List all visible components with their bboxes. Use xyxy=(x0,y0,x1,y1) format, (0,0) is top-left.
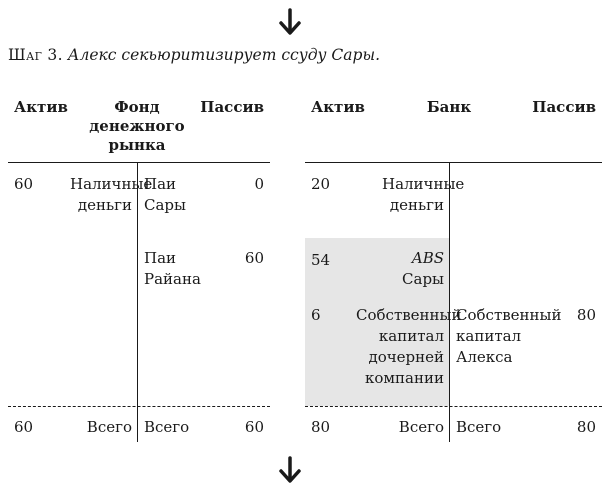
left-col-liabilities: Пассив xyxy=(200,98,264,116)
right-asset-label: Собственный капитал дочерней компании xyxy=(356,306,462,387)
right-total-liability-value: 80 xyxy=(576,418,596,436)
step-caption xyxy=(8,46,380,64)
left-asset-value: 60 xyxy=(14,175,34,193)
left-total-rule xyxy=(8,406,270,407)
left-liability-value: 0 xyxy=(254,175,264,193)
left-liability-value: 60 xyxy=(244,249,264,267)
right-total-liability-label: Всего xyxy=(456,418,502,436)
left-col-assets: Актив xyxy=(14,98,68,116)
step-text: Алекс секьюритизирует ссуду Сары. xyxy=(67,46,381,64)
right-total-asset-value: 80 xyxy=(311,418,331,436)
left-center-divider xyxy=(137,162,138,442)
left-table-title: Фонд денежного рынка xyxy=(89,98,185,154)
right-liability-label: Собственный капитал Алекса xyxy=(456,306,562,366)
left-asset-label: Наличные деньги xyxy=(70,175,153,214)
left-total-liability-value: 60 xyxy=(244,418,264,436)
right-liability-value: 80 xyxy=(576,306,596,324)
left-total-liability-label: Всего xyxy=(144,418,190,436)
left-total-asset-value: 60 xyxy=(14,418,34,436)
left-total-asset-label: Всего xyxy=(86,418,132,436)
left-header-rule xyxy=(8,162,270,163)
right-asset-label-em: ABS xyxy=(411,249,444,267)
left-liability-label: Паи Сары xyxy=(144,175,186,214)
right-col-liabilities: Пассив xyxy=(532,98,596,116)
arrow-down-icon xyxy=(278,8,302,36)
step-label: Шаг 3. xyxy=(8,46,63,64)
right-table-title: Банк xyxy=(426,98,472,116)
right-total-asset-label: Всего xyxy=(398,418,444,436)
right-total-rule xyxy=(305,406,602,407)
right-col-assets: Актив xyxy=(311,98,365,116)
right-center-divider xyxy=(449,162,450,442)
arrow-down-icon xyxy=(278,456,302,484)
right-asset-value: 54 xyxy=(311,251,331,269)
right-asset-value: 20 xyxy=(311,175,331,193)
right-asset-value: 6 xyxy=(311,306,321,324)
right-asset-label: Сары xyxy=(402,270,444,288)
right-header-rule xyxy=(305,162,602,163)
right-asset-label: Наличные деньги xyxy=(382,175,465,214)
left-liability-label: Паи Райана xyxy=(144,249,201,288)
